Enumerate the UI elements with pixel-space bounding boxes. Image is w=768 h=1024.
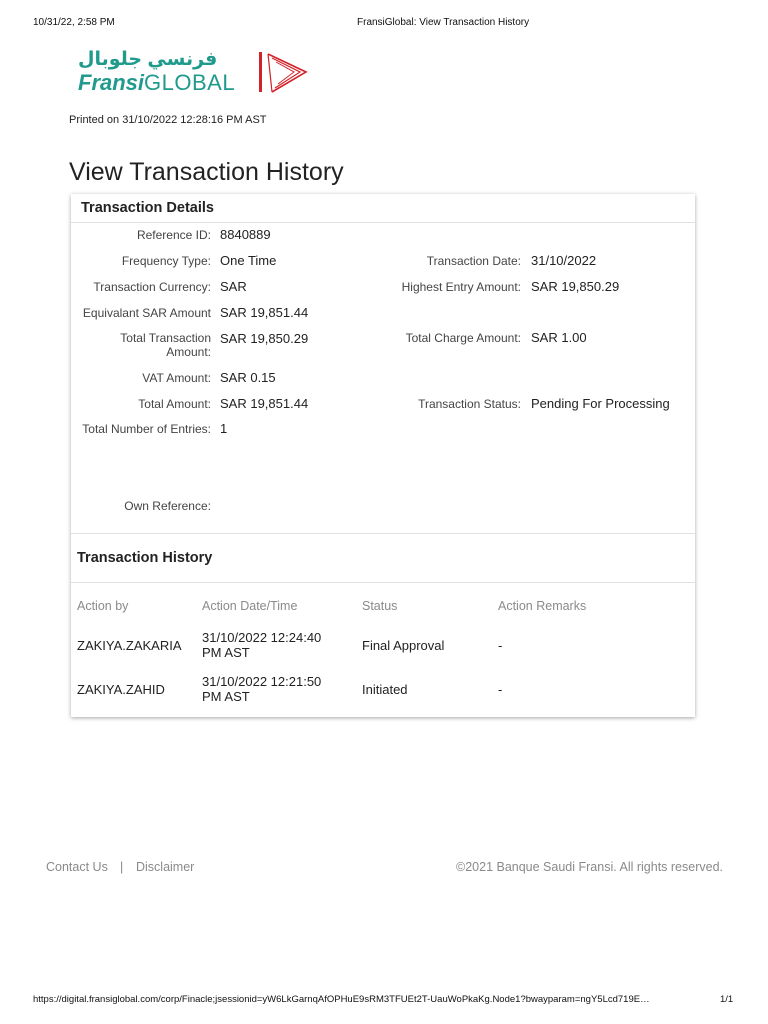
transaction-status-label: Transaction Status:	[418, 397, 521, 411]
table-row-1-status: Final Approval	[362, 638, 445, 653]
equivalent-sar-value: SAR 19,851.44	[220, 305, 309, 320]
total-amount-value: SAR 19,851.44	[220, 396, 309, 411]
disclaimer-link[interactable]: Disclaimer	[136, 860, 195, 874]
logo-brand-text	[78, 70, 235, 96]
frequency-type-label: Frequency Type:	[121, 254, 211, 268]
reference-id-label: Reference ID:	[136, 228, 211, 242]
table-row-2-remarks: -	[498, 682, 503, 697]
total-charge-label: Total Charge Amount:	[405, 331, 521, 345]
total-amount-label: Total Amount:	[138, 397, 211, 411]
equivalent-sar-label: Equivalant SAR Amount	[82, 306, 211, 320]
logo-sail-icon	[266, 50, 310, 94]
column-header-action-remarks: Action Remarks	[498, 599, 587, 613]
print-footer-page: 1/1	[720, 994, 734, 1005]
vat-amount-label: VAT Amount:	[142, 371, 211, 385]
logo-brand-part2: GLOBAL	[144, 70, 236, 95]
history-divider	[71, 582, 695, 583]
fransiglobal-logo[interactable]	[78, 48, 308, 98]
transaction-currency-label: Transaction Currency:	[93, 280, 211, 294]
highest-entry-value: SAR 19,850.29	[531, 279, 620, 294]
table-row-1-remarks: -	[498, 638, 503, 653]
logo-brand-part1: Fransi	[78, 70, 145, 95]
total-transaction-label: Total Transaction Amount:	[120, 331, 211, 359]
print-footer-url: https://digital.fransiglobal.com/corp/Finacle;jsessionid=yW6LkGarnqAfOPHuE9sRM3TFUEt2T-UauWoPkaKg.Node1?bwayparam=ngY5Lcd719E…	[33, 994, 650, 1005]
table-row-1-action-by: ZAKIYA.ZAKARIA	[77, 638, 182, 653]
printed-on-text: Printed on 31/10/2022 12:28:16 PM AST	[69, 114, 267, 126]
table-row-2-datetime: 31/10/2022 12:21:50 PM AST	[202, 674, 322, 704]
transaction-status-value: Pending For Processing	[531, 396, 670, 411]
footer-separator: |	[120, 860, 124, 874]
copyright-text: ©2021 Banque Saudi Fransi. All rights reserved.	[456, 860, 723, 874]
total-transaction-value: SAR 19,850.29	[220, 331, 309, 346]
logo-arabic-text: فرنسي جلوبال	[78, 49, 218, 70]
transaction-history-title: Transaction History	[77, 550, 213, 566]
total-charge-value: SAR 1.00	[531, 330, 587, 345]
vat-amount-value: SAR 0.15	[220, 370, 276, 385]
transaction-date-label: Transaction Date:	[426, 254, 521, 268]
details-divider	[71, 222, 695, 223]
print-header-title: FransiGlobal: View Transaction History	[357, 17, 530, 28]
table-row-2-status: Initiated	[362, 682, 408, 697]
history-top-divider	[71, 533, 695, 534]
contact-us-link[interactable]: Contact Us	[46, 860, 108, 874]
frequency-type-value: One Time	[220, 253, 277, 268]
transaction-date-value: 31/10/2022	[531, 253, 597, 268]
own-reference-label: Own Reference:	[124, 499, 211, 513]
total-entries-label: Total Number of Entries:	[82, 422, 211, 436]
print-header-datetime: 10/31/22, 2:58 PM	[33, 17, 115, 28]
table-row-1-datetime: 31/10/2022 12:24:40 PM AST	[202, 630, 322, 660]
page-title: View Transaction History	[69, 158, 344, 186]
total-entries-value: 1	[220, 421, 228, 436]
highest-entry-label: Highest Entry Amount:	[401, 280, 521, 294]
table-row-2-action-by: ZAKIYA.ZAHID	[77, 682, 165, 697]
logo-red-bar	[259, 52, 262, 92]
column-header-action-datetime: Action Date/Time	[202, 599, 298, 613]
transaction-card	[71, 194, 695, 717]
reference-id-value: 8840889	[220, 227, 271, 242]
transaction-currency-value: SAR	[220, 279, 247, 294]
column-header-action-by: Action by	[77, 599, 129, 613]
column-header-status: Status	[362, 599, 398, 613]
transaction-details-title: Transaction Details	[81, 200, 214, 216]
